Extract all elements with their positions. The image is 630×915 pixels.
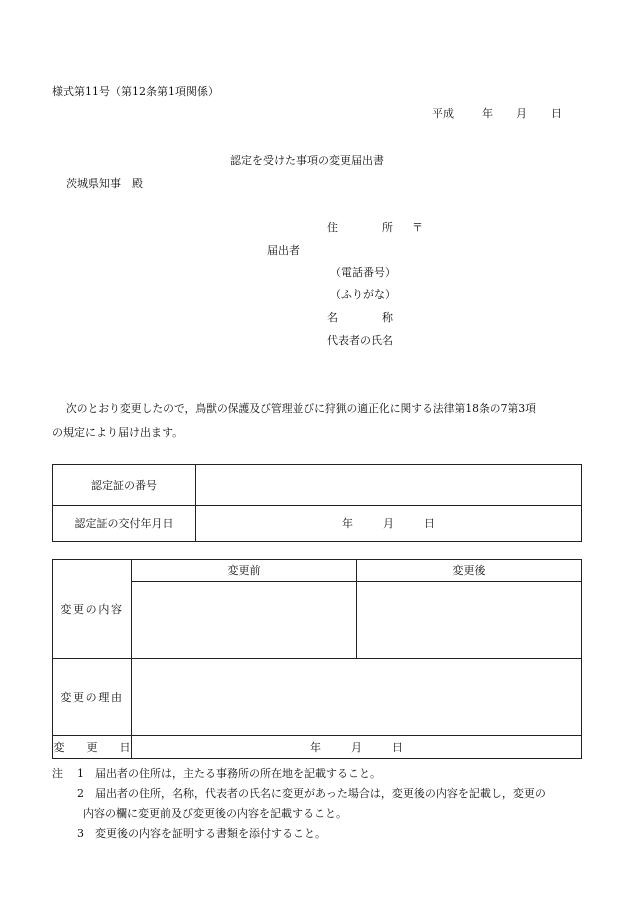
note-item bbox=[52, 764, 592, 784]
form-number: 様式第11号（第12条第1項関係） bbox=[52, 85, 219, 98]
before-field[interactable] bbox=[132, 582, 357, 659]
notes-prefix: 注 bbox=[52, 767, 63, 780]
representative-label: 代表者の氏名 bbox=[327, 334, 393, 347]
notes bbox=[52, 764, 592, 844]
change-date-field[interactable] bbox=[132, 736, 582, 759]
body-line-2: の規定により届け出ます。 bbox=[52, 426, 184, 439]
addressee: 茨城県知事 殿 bbox=[66, 177, 143, 190]
name-label: 名 称 bbox=[327, 311, 393, 324]
cert-date-year: 年 bbox=[342, 517, 353, 530]
note-text-continued: 内容の欄に変更前及び変更後の内容を記載すること。 bbox=[83, 807, 347, 820]
after-header: 変更後 bbox=[357, 560, 582, 582]
change-table bbox=[52, 559, 582, 759]
document-title: 認定を受けた事項の変更届出書 bbox=[230, 154, 384, 167]
change-date-label: 変 更 日 bbox=[53, 736, 132, 759]
after-field[interactable] bbox=[357, 582, 582, 659]
note-text: 届出者の住所は，主たる事務所の所在地を記載すること。 bbox=[95, 767, 381, 780]
body-line-1: 次のとおり変更したので，鳥獣の保護及び管理並びに狩猟の適正化に関する法律第18条の7第3項 bbox=[66, 402, 536, 415]
note-number: 3 bbox=[77, 827, 84, 840]
cert-date-field[interactable] bbox=[196, 506, 582, 542]
address-label: 住 所 bbox=[327, 221, 393, 234]
change-reason-label: 変更の理由 bbox=[53, 659, 132, 736]
applicant-label: 届出者 bbox=[267, 244, 300, 257]
cert-date-label: 認定証の交付年月日 bbox=[53, 506, 196, 542]
certificate-table bbox=[52, 464, 582, 542]
postal-mark: 〒 bbox=[412, 221, 423, 234]
cert-number-label: 認定証の番号 bbox=[53, 465, 196, 506]
cert-date-month: 月 bbox=[383, 517, 394, 530]
cert-number-field[interactable] bbox=[196, 465, 582, 506]
note-number: 2 bbox=[77, 787, 84, 800]
cert-date-day: 日 bbox=[424, 517, 435, 530]
note-text: 変更後の内容を証明する書類を添付すること。 bbox=[95, 827, 326, 840]
date-era: 平成 bbox=[432, 107, 454, 120]
date-day: 日 bbox=[551, 107, 562, 120]
note-item bbox=[52, 784, 592, 804]
note-item bbox=[52, 824, 592, 844]
phone-label: （電話番号） bbox=[330, 266, 396, 279]
date-year: 年 bbox=[482, 107, 493, 120]
note-text: 届出者の住所，名称，代表者の氏名に変更があった場合は，変更後の内容を記載し，変更の bbox=[95, 787, 546, 800]
change-reason-field[interactable] bbox=[132, 659, 582, 736]
change-date-year: 年 bbox=[310, 740, 321, 754]
date-month: 月 bbox=[516, 107, 527, 120]
note-number: 1 bbox=[77, 767, 84, 780]
before-header: 変更前 bbox=[132, 560, 357, 582]
furigana-label: （ふりがな） bbox=[330, 288, 396, 301]
change-date-month: 月 bbox=[351, 740, 362, 754]
note-item-continued bbox=[52, 804, 592, 824]
change-date-day: 日 bbox=[392, 740, 403, 754]
change-content-label: 変更の内容 bbox=[53, 560, 132, 659]
